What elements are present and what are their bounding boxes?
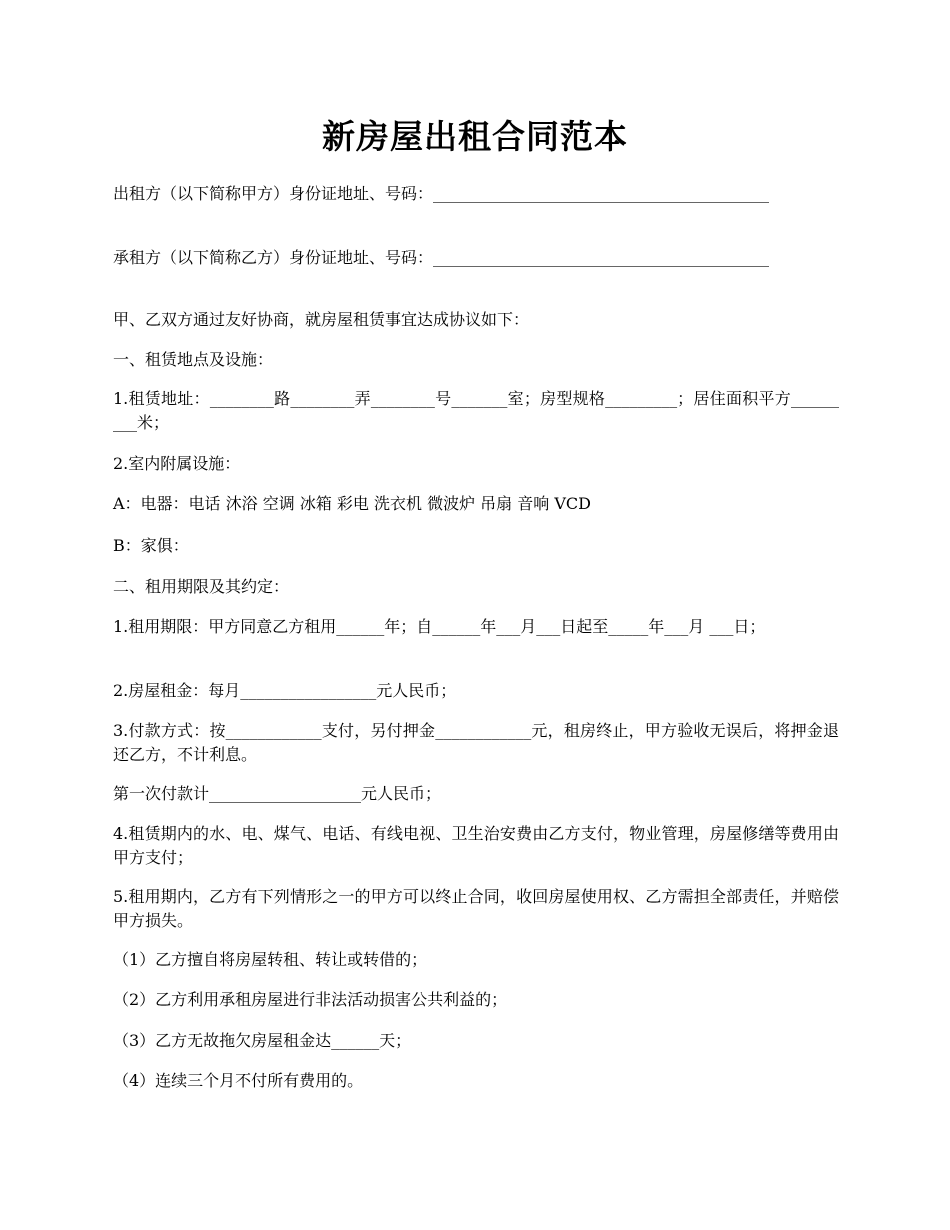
lessee-id-line: 承租方（以下简称乙方）身份证地址、号码：__________________________________________ [113,248,770,267]
agreement-intro: 甲、乙双方通过友好协商，就房屋租赁事宜达成协议如下： [113,310,530,329]
section-heading-location: 一、租赁地点及设施： [113,350,274,369]
lessor-id-line: 出租方（以下简称甲方）身份证地址、号码：__________________________________________ [113,184,770,203]
clause-rental-address: 1.租赁地址：________路________弄________号_______室；房型规格_________；居住面积平方_________米； [113,389,839,432]
termination-item-4: （4）连续三个月不付所有费用的。 [113,1071,364,1090]
clause-first-payment: 第一次付款计___________________元人民币； [113,784,442,803]
termination-item-2: （2）乙方利用承租房屋进行非法活动损害公共利益的； [113,990,508,1009]
termination-item-3: （3）乙方无故拖欠房屋租金达______天； [113,1031,412,1050]
clause-rental-term: 1.租用期限：甲方同意乙方租用______年；自______年___月___日起至_____年___月 ___日； [113,617,766,636]
clause-utilities: 4.租赁期内的水、电、煤气、电话、有线电视、卫生治安费由乙方支付，物业管理，房屋修缮等费用由甲方支付； [113,824,839,867]
clause-termination: 5.租用期内，乙方有下列情形之一的甲方可以终止合同，收回房屋使用权、乙方需担全部责任，并赔偿甲方损失。 [113,887,839,930]
clause-facilities: 2.室内附属设施： [113,454,241,473]
document-title: 新房屋出租合同范本 [322,117,628,156]
section-heading-term: 二、租用期限及其约定： [113,577,290,596]
clause-payment-method: 3.付款方式：按____________支付，另付押金____________元，租房终止，甲方验收无误后，将押金退还乙方，不计利息。 [113,721,839,764]
termination-item-1: （1）乙方擅自将房屋转租、转让或转借的； [113,950,428,969]
clause-rent: 2.房屋租金：每月_________________元人民币； [113,681,457,700]
facilities-furniture: B：家俱： [113,536,189,555]
facilities-appliances: A：电器：电话 沐浴 空调 冰箱 彩电 洗衣机 微波炉 吊扇 音响 VCD [113,494,591,513]
